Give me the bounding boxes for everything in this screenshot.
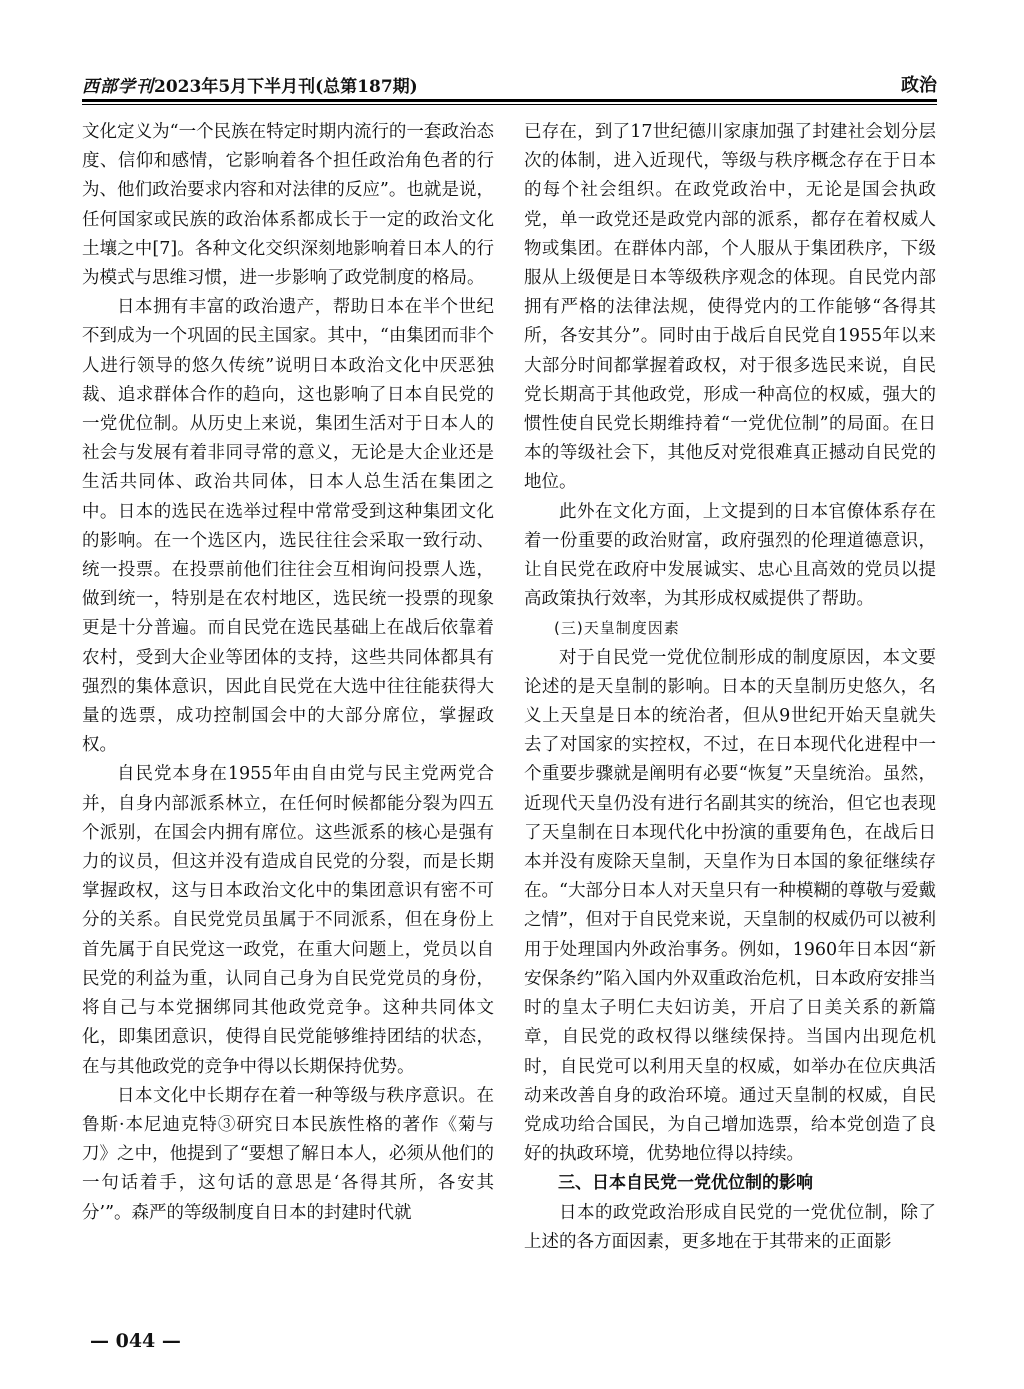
- section-heading-impact: 三、日本自民党一党优位制的影响: [558, 1173, 813, 1194]
- journal-logo: 西部学刊: [82, 77, 154, 97]
- paragraph-group-culture: 日本拥有丰富的政治遗产，帮助日本在半个世纪不到成为一个巩固的民主国家。其中，“由集团而非个人进行领导的悠久传统”说明日本政治文化中厌恶独裁、追求群体合作的趋向，这也影响了日本自民党的一党优位制。从历史上来说，集团生活对于日本人的社会与发展有着非同寻常的意义，无论是大企业还是生活共同体、政治共同体，日本人总生活在集团之中。日本的选民在选举过程中常常受到这种集团文化的影响。在一个选区内，选民往往会采取一致行动、统一投票。在投票前他们往往会互相询问投票人选，做到统一，特别是在农村地区，选民统一投票的现象更是十分普遍。而自民党在选民基础上在战后依靠着农村，受到大企业等团体的支持，这些共同体都具有强烈的集体意识，因此自民党在大选中往往能获得大量的选票，成功控制国会中的大部分席位，掌握政权。: [82, 297, 494, 756]
- running-header: [82, 68, 937, 98]
- subheading-emperor-system: (三)天皇制度因素: [554, 619, 680, 638]
- left-column: [82, 118, 494, 1310]
- paragraph-ldp-factions: 自民党本身在1955年由自由党与民主党两党合并，自身内部派系林立，在任何时候都能分裂为四五个派别，在国会内拥有席位。这些派系的核心是强有力的议员，但这并没有造成自民党的分裂，而是长期掌握政权，这与日本政治文化中的集团意识有密不可分的关系。自民党党员虽属于不同派系，但在身份上首先属于自民党这一政党，在重大问题上，党员以自民党的利益为重，认同自己身为自民党党员的身份，将自己与本党捆绑同其他政党竞争。这种共同体文化，即集团意识，使得自民党能够维持团结的状态，在与其他政党的竞争中得以长期保持优势。: [82, 764, 494, 1077]
- header-rule: [82, 99, 937, 102]
- paragraph-hierarchy-continued: 已存在，到了17世纪德川家康加强了封建社会划分层次的体制，进入近现代，等级与秩序概念存在于日本的每个社会组织。在政党政治中，无论是国会执政党，单一政党还是政党内部的派系，都存在着权威人物或集团。在群体内部，个人服从于集团秩序，下级服从上级便是日本等级秩序观念的体现。自民党内部拥有严格的法律法规，使得党内的工作能够“各得其所，各安其分”。同时由于战后自民党自1955年以来大部分时间都掌握着政权，对于很多选民来说，自民党长期高于其他政党，形成一种高位的权威，强大的惯性使自民党长期维持着“一党优位制”的局面。在日本的等级社会下，其他反对党很难真正撼动自民党的地位。: [524, 122, 936, 493]
- journal-issue-info: [82, 72, 418, 97]
- paragraph-emperor-system: 对于自民党一党优位制形成的制度原因，本文要论述的是天皇制的影响。日本的天皇制历史悠久，名义上天皇是日本的统治者，但从9世纪开始天皇就失去了对国家的实控权，不过，在日本现代化进程中一个重要步骤就是阐明有必要“恢复”天皇统治。虽然，近现代天皇仍没有进行名副其实的统治，但它也表现了天皇制在日本现代化中扮演的重要角色，在战后日本并没有废除天皇制，天皇作为日本国的象征继续存在。“大部分日本人对天皇只有一种模糊的尊敬与爱戴之情”，但对于自民党来说，天皇制的权威仍可以被利用于处理国内外政治事务。例如，1960年日本因“新安保条约”陷入国内外双重政治危机，日本政府安排当时的皇太子明仁夫妇访美，开启了日美关系的新篇章，自民党的政权得以继续保持。当国内出现危机时，自民党可以利用天皇的权威，如举办在位庆典活动来改善自身的政治环境。通过天皇制的权威，自民党成功给合国民，为自己增加选票，给本党创造了良好的执政环境，优势地位得以持续。: [524, 647, 936, 1165]
- paragraph-hierarchy-order: 日本文化中长期存在着一种等级与秩序意识。在鲁斯·本尼迪克特③研究日本民族性格的著作《菊与刀》之中，他提到了“要想了解日本人，必须从他们的一句话着手，这句话的意思是‘各得其所，各安其分’”。森严的等级制度自日本的封建时代就: [82, 1085, 494, 1223]
- paragraph-political-culture-definition: 文化定义为“一个民族在特定时期内流行的一套政治态度、信仰和感情，它影响着各个担任政治角色者的行为、他们政治要求内容和对法律的反应”。也就是说，任何国家或民族的政治体系都成长于一定的政治文化土壤之中[7]。各种文化交织深刻地影响着日本人的行为模式与思维习惯，进一步影响了政党制度的格局。: [82, 122, 494, 289]
- section-label: 政治: [901, 75, 937, 96]
- paragraph-bureaucracy-culture: 此外在文化方面，上文提到的日本官僚体系存在着一份重要的政治财富，政府强烈的伦理道德意识，让自民党在政府中发展诚实、忠心且高效的党员以提高政策执行效率，为其形成权威提供了帮助。: [524, 501, 936, 610]
- right-column: [524, 118, 936, 1310]
- header-rule-thin: [82, 104, 937, 105]
- paragraph-impact: 日本的政党政治形成自民党的一党优位制，除了上述的各方面因素，更多地在于其带来的正面影: [524, 1202, 936, 1252]
- page-number: — 044 —: [90, 1330, 181, 1352]
- issue-label: 2023年5月下半月刊(总第187期): [154, 77, 418, 97]
